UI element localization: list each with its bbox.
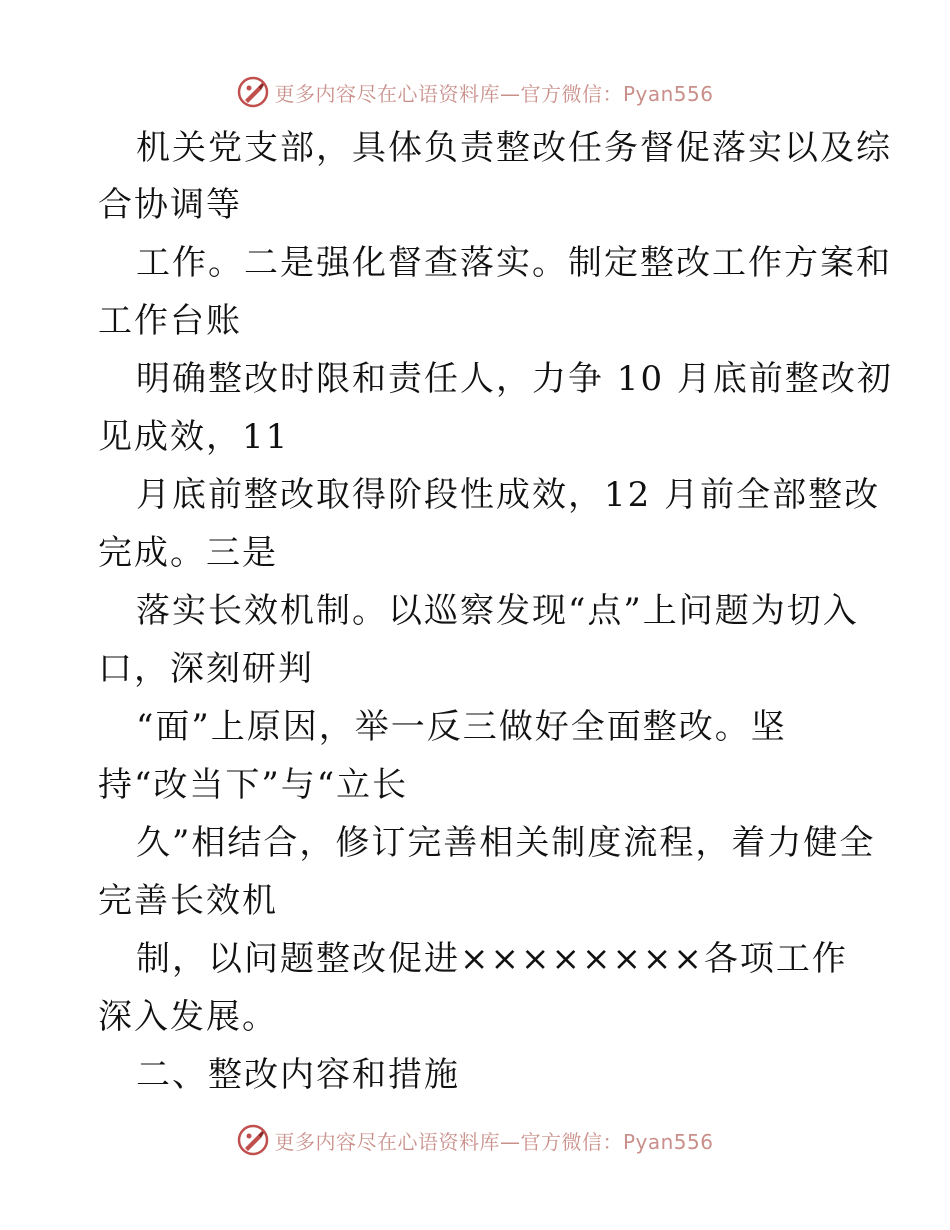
footer-watermark bbox=[0, 1120, 950, 1160]
body-line: 制，以问题整改促进××××××××各项工作 bbox=[136, 939, 848, 979]
body-line: 久”相结合，修订完善相关制度流程，着力健全 bbox=[136, 823, 876, 863]
body-line: 口，深刻研判 bbox=[98, 649, 314, 689]
body-line: “面”上原因，举一反三做好全面整改。坚 bbox=[136, 707, 787, 747]
body-line: 深入发展。 bbox=[98, 997, 278, 1037]
body-line: 机关党支部，具体负责整改任务督促落实以及综 bbox=[136, 128, 892, 168]
body-line: 持“改当下”与“立长 bbox=[98, 765, 409, 805]
watermark-text: 更多内容尽在心语资料库—官方微信：Pyan556 bbox=[274, 81, 714, 106]
body-line: 合协调等 bbox=[98, 185, 242, 225]
body-line: 工作台账 bbox=[98, 301, 242, 341]
body-line: 完善长效机 bbox=[98, 881, 278, 921]
pen-nib-seal-icon bbox=[236, 75, 270, 109]
watermark-text: 更多内容尽在心语资料库—官方微信：Pyan556 bbox=[274, 1129, 714, 1154]
pen-nib-seal-icon bbox=[236, 1123, 270, 1157]
body-line: 明确整改时限和责任人，力争 10 月底前整改初 bbox=[136, 359, 893, 399]
body-line: 月底前整改取得阶段性成效，12 月前全部整改 bbox=[136, 475, 881, 515]
body-line: 见成效，11 bbox=[98, 417, 290, 457]
body-line: 完成。三是 bbox=[98, 533, 278, 573]
section-heading: 二、整改内容和措施 bbox=[136, 1055, 460, 1095]
body-line: 工作。二是强化督查落实。制定整改工作方案和 bbox=[136, 243, 892, 283]
header-watermark bbox=[0, 72, 950, 112]
body-line: 落实长效机制。以巡察发现“点”上问题为切入 bbox=[136, 591, 859, 631]
